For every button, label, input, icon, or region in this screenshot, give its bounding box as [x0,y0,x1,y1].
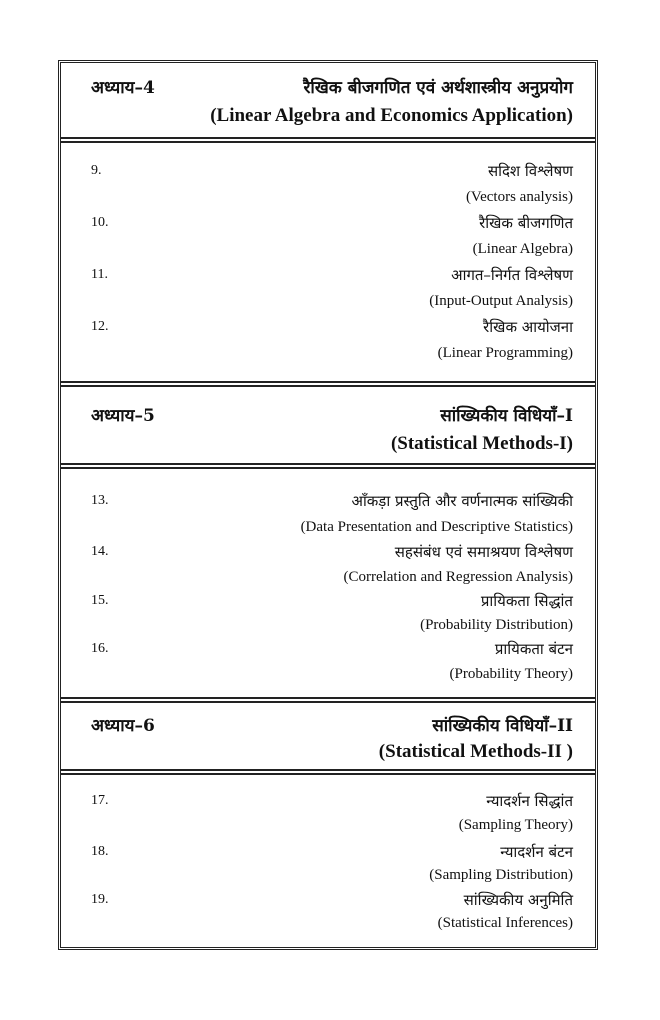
entry-english: (Input-Output Analysis) [429,293,573,309]
entry-hindi: रैखिक आयोजना [483,318,573,336]
chapter-hindi-title: सांख्यिकीय विधियाँ–II [432,716,573,736]
chapter-english-title: (Statistical Methods-II ) [378,741,573,762]
entry-number: 17. [91,793,109,808]
entry-hindi: आगत–निर्गत विश्लेषण [451,266,573,284]
entry-english: (Linear Programming) [437,345,573,361]
section-divider [61,463,595,469]
entry-hindi: आँकड़ा प्रस्तुति और वर्णनात्मक सांख्यिकी [351,492,573,510]
entry-number: 11. [91,267,108,282]
entry-english: (Probability Theory) [449,666,573,682]
entry-number: 18. [91,844,109,859]
chapter-label: अध्याय–5 [91,406,155,426]
chapter-english-title: (Statistical Methods-I) [390,433,573,454]
entry-number: 10. [91,215,109,230]
entry-hindi: सहसंबंध एवं समाश्रयण विश्लेषण [394,543,573,561]
entry-hindi: प्रायिकता बंटन [494,640,573,658]
chapter-hindi-title: रैखिक बीजगणित एवं अर्थशास्त्रीय अनुप्रयोग [303,78,573,98]
entry-hindi: न्यादर्शन बंटन [500,843,573,861]
chapter-label: अध्याय–6 [91,716,155,736]
entry-number: 12. [91,319,109,334]
contents-frame [58,60,598,950]
entry-hindi: प्रायिकता सिद्धांत [480,592,573,610]
entry-english: (Probability Distribution) [420,617,573,633]
entry-hindi: सदिश विश्लेषण [487,162,573,180]
chapter-label: अध्याय–4 [91,78,155,98]
entry-english: (Correlation and Regression Analysis) [343,569,573,585]
section-divider [61,381,595,387]
entry-hindi: रैखिक बीजगणित [479,214,573,232]
entry-english: (Data Presentation and Descriptive Statistics) [300,519,573,535]
entry-english: (Sampling Theory) [458,817,573,833]
entry-hindi: सांख्यिकीय अनुमिति [463,891,573,909]
entry-number: 9. [91,163,102,178]
chapter-english-title: (Linear Algebra and Economics Application) [210,105,573,126]
entry-english: (Vectors analysis) [465,189,573,205]
section-divider [61,697,595,703]
entry-hindi: न्यादर्शन सिद्धांत [486,792,573,810]
entry-number: 16. [91,641,109,656]
entry-number: 14. [91,544,109,559]
entry-number: 15. [91,593,109,608]
entry-number: 13. [91,493,109,508]
entry-english: (Sampling Distribution) [429,867,573,883]
section-divider [61,137,595,143]
section-divider [61,769,595,775]
chapter-hindi-title: सांख्यिकीय विधियाँ–I [440,406,573,426]
entry-english: (Linear Algebra) [472,241,573,257]
entry-english: (Statistical Inferences) [437,915,573,931]
entry-number: 19. [91,892,109,907]
